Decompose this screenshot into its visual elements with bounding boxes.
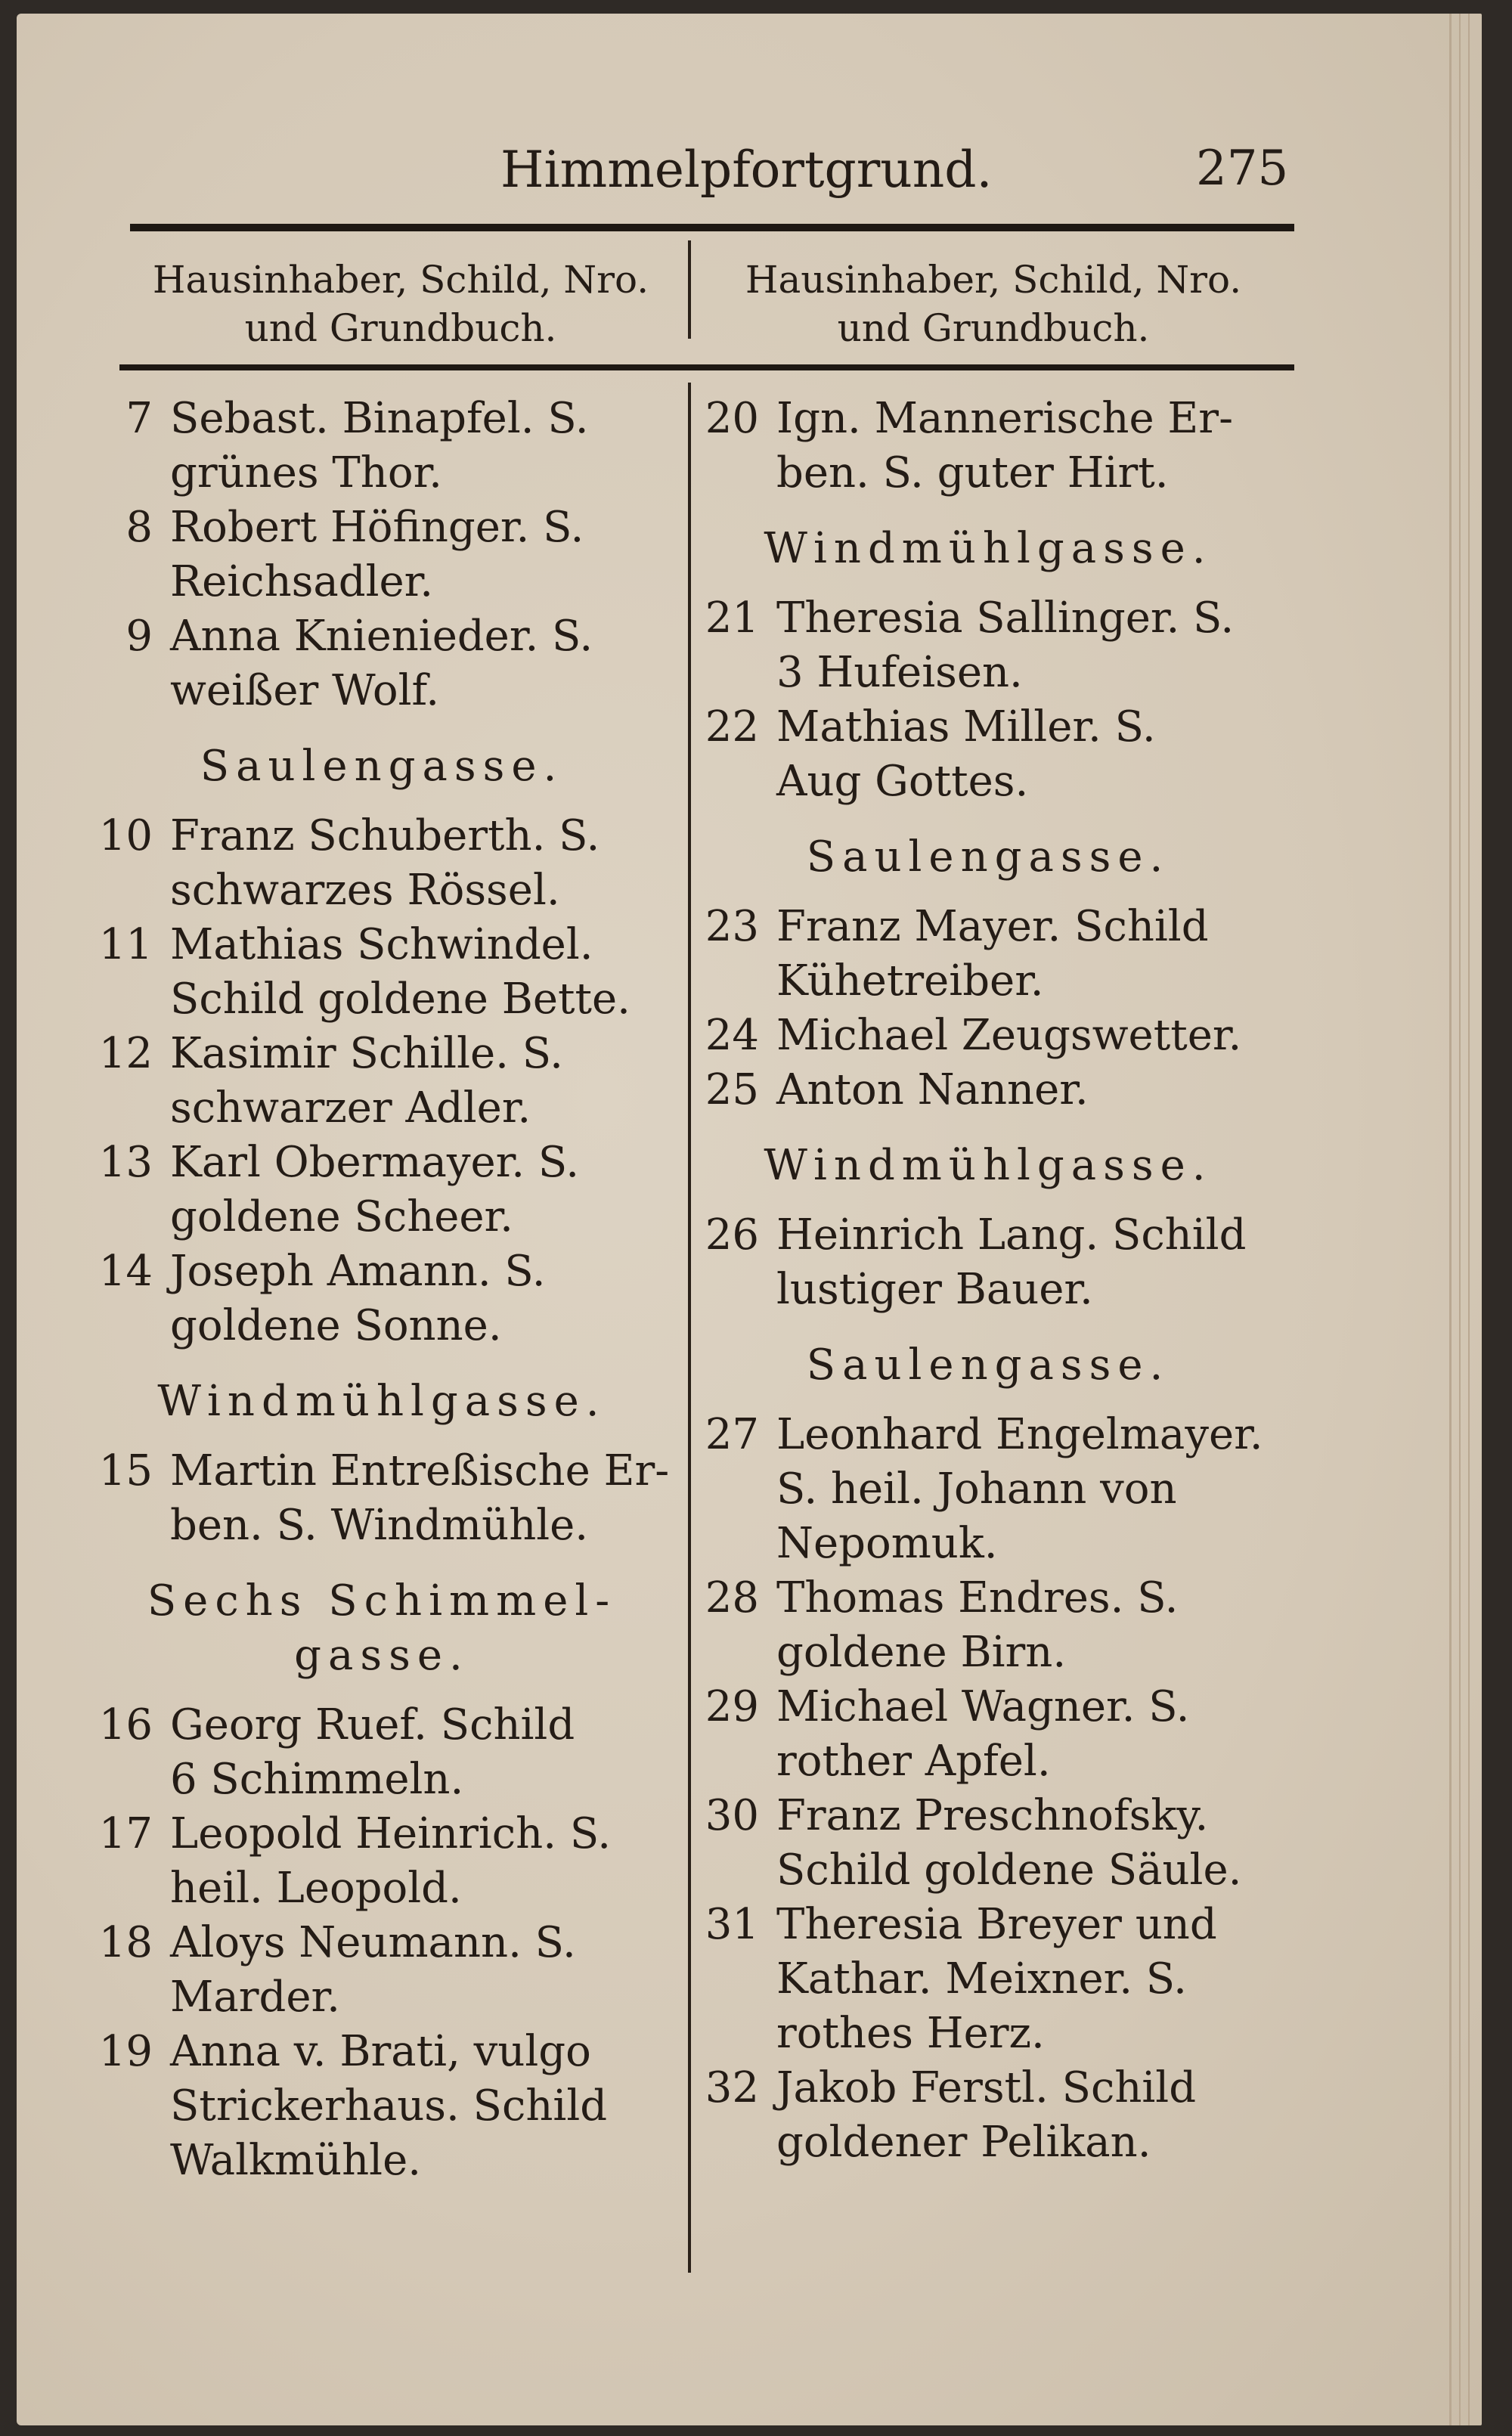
- house-number: 11: [98, 920, 153, 969]
- list-item: [689, 591, 1287, 700]
- house-number: 24: [705, 1011, 759, 1060]
- entry-text: Walkmühle.: [170, 2136, 422, 2185]
- entry-text: Aug Gottes.: [776, 757, 1029, 806]
- street-heading: Windmühlgasse.: [157, 1377, 606, 1426]
- book-page: [17, 14, 1482, 2425]
- entry-text: lustiger Bauer.: [776, 1265, 1093, 1314]
- running-title: Himmelpfortgrund.: [500, 141, 993, 199]
- list-item: [83, 1698, 680, 1807]
- list-item: [689, 1789, 1287, 1898]
- entry-text: S. heil. Johann von: [776, 1464, 1177, 1514]
- entry-text: schwarzes Rössel.: [170, 866, 560, 915]
- house-number: 18: [98, 1918, 153, 1967]
- house-number: 14: [98, 1247, 153, 1296]
- house-number: 20: [705, 394, 759, 443]
- entry-text: Marder.: [170, 1973, 340, 2022]
- street-heading: Saulengasse.: [806, 1340, 1170, 1390]
- entry-text: Schild goldene Bette.: [170, 975, 631, 1024]
- list-item: [83, 392, 680, 501]
- street-heading-line: gasse.: [294, 1631, 469, 1680]
- street-heading: Saulengasse.: [806, 832, 1170, 882]
- entry-text: ben. S. guter Hirt.: [776, 448, 1169, 497]
- entry-text: Kühetreiber.: [776, 956, 1044, 1006]
- column-heading-left: [113, 256, 688, 352]
- house-number: 21: [705, 594, 759, 643]
- entry-text: Ign. Mannerische Er-: [776, 394, 1233, 443]
- list-item: [83, 1136, 680, 1244]
- entry-text: Anton Nanner.: [776, 1065, 1089, 1114]
- column-heading-line: und Grundbuch.: [244, 306, 557, 350]
- entry-text: Robert Höfinger. S.: [170, 503, 584, 552]
- list-item: [83, 1027, 680, 1136]
- list-item: [83, 609, 680, 718]
- entry-text: Aloys Neumann. S.: [170, 1918, 576, 1967]
- list-item: [689, 1680, 1287, 1789]
- entry-text: Thomas Endres. S.: [776, 1573, 1179, 1622]
- entry-text: Anna Knienieder. S.: [170, 612, 593, 661]
- house-number: 23: [705, 902, 759, 951]
- house-number: 8: [125, 503, 153, 552]
- house-number: 31: [705, 1900, 759, 1949]
- house-number: 25: [705, 1065, 759, 1114]
- street-heading-line: Sechs Schimmel-: [147, 1576, 617, 1626]
- list-item: [83, 1807, 680, 1916]
- house-number: 22: [705, 702, 759, 752]
- list-item: [689, 700, 1287, 809]
- house-number: 13: [98, 1138, 153, 1187]
- entry-text: 3 Hufeisen.: [776, 648, 1023, 697]
- entry-text: Jakob Ferstl. Schild: [776, 2063, 1197, 2112]
- page-header: [17, 141, 1482, 209]
- entry-text: Theresia Sallinger. S.: [776, 594, 1235, 643]
- list-item: [689, 392, 1287, 501]
- entry-text: goldene Birn.: [776, 1628, 1067, 1677]
- entry-text: Mathias Miller. S.: [776, 702, 1156, 752]
- heading-rule: [119, 364, 1294, 370]
- list-item: [83, 501, 680, 609]
- right-column: [689, 392, 1287, 2170]
- entry-text: Michael Wagner. S.: [776, 1682, 1190, 1731]
- page-number: 275: [1196, 141, 1289, 197]
- list-item: [689, 2061, 1287, 2170]
- entry-text: Georg Ruef. Schild: [170, 1700, 575, 1750]
- entry-text: Joseph Amann. S.: [170, 1247, 546, 1296]
- street-heading: Windmühlgasse.: [764, 1141, 1213, 1190]
- house-number: 9: [125, 612, 153, 661]
- entry-text: Strickerhaus. Schild: [170, 2081, 608, 2131]
- entry-text: ben. S. Windmühle.: [170, 1501, 589, 1550]
- column-heading-right: [706, 256, 1281, 352]
- list-item: [689, 900, 1287, 1009]
- entry-text: Nepomuk.: [776, 1519, 998, 1568]
- entry-text: Karl Obermayer. S.: [170, 1138, 580, 1187]
- list-item: [689, 1571, 1287, 1680]
- house-number: 12: [98, 1029, 153, 1078]
- list-item: [83, 918, 680, 1027]
- list-item: [689, 1009, 1287, 1063]
- entry-text: Heinrich Lang. Schild: [776, 1210, 1247, 1260]
- column-heading-line: Hausinhaber, Schild, Nro.: [745, 258, 1242, 302]
- house-number: 19: [98, 2027, 153, 2076]
- column-heading-line: und Grundbuch.: [837, 306, 1150, 350]
- list-item: [83, 1244, 680, 1353]
- list-item: [83, 2025, 680, 2188]
- list-item: [689, 1063, 1287, 1117]
- column-heading-line: Hausinhaber, Schild, Nro.: [152, 258, 649, 302]
- house-number: 27: [705, 1410, 759, 1459]
- list-item: [689, 1898, 1287, 2061]
- entry-text: rother Apfel.: [776, 1737, 1051, 1786]
- list-item: [83, 1916, 680, 2025]
- entry-text: rothes Herz.: [776, 2009, 1045, 2058]
- house-number: 29: [705, 1682, 759, 1731]
- house-number: 17: [98, 1809, 153, 1858]
- entry-text: Franz Schuberth. S.: [170, 811, 600, 860]
- list-item: [689, 1408, 1287, 1571]
- header-rule: [130, 224, 1294, 231]
- street-heading: [83, 1574, 680, 1683]
- entry-text: Martin Entreßische Er-: [170, 1446, 670, 1495]
- left-column: [83, 392, 680, 2188]
- page-edge-line: [1459, 14, 1461, 2425]
- house-number: 16: [98, 1700, 153, 1750]
- entry-text: grünes Thor.: [170, 448, 442, 497]
- entry-text: goldene Sonne.: [170, 1301, 502, 1350]
- list-item: [689, 1208, 1287, 1317]
- column-divider: [688, 240, 691, 339]
- entry-text: Schild goldene Säule.: [776, 1846, 1242, 1895]
- entry-text: goldene Scheer.: [170, 1192, 513, 1241]
- entry-text: Franz Preschnofsky.: [776, 1791, 1209, 1840]
- street-heading: Windmühlgasse.: [764, 524, 1213, 573]
- entry-text: Sebast. Binapfel. S.: [170, 394, 589, 443]
- house-number: 26: [705, 1210, 759, 1260]
- entry-text: Reichsadler.: [170, 557, 434, 606]
- house-number: 10: [98, 811, 153, 860]
- street-heading: Saulengasse.: [200, 742, 564, 791]
- entry-text: Mathias Schwindel.: [170, 920, 593, 969]
- house-number: 32: [705, 2063, 759, 2112]
- entry-text: Kasimir Schille. S.: [170, 1029, 563, 1078]
- entry-text: schwarzer Adler.: [170, 1083, 531, 1133]
- page-edge-line: [1468, 14, 1470, 2425]
- entry-text: weißer Wolf.: [170, 666, 440, 715]
- entry-text: Leonhard Engelmayer.: [776, 1410, 1263, 1459]
- house-number: 28: [705, 1573, 759, 1622]
- page-edge-line: [1449, 14, 1452, 2425]
- list-item: [83, 809, 680, 918]
- list-item: [83, 1444, 680, 1553]
- house-number: 15: [98, 1446, 153, 1495]
- entry-text: Kathar. Meixner. S.: [776, 1954, 1187, 2004]
- entry-text: 6 Schimmeln.: [170, 1755, 464, 1804]
- house-number: 7: [125, 394, 153, 443]
- entry-text: heil. Leopold.: [170, 1864, 462, 1913]
- entry-text: Michael Zeugswetter.: [776, 1011, 1242, 1060]
- entry-text: Leopold Heinrich. S.: [170, 1809, 611, 1858]
- entry-text: Anna v. Brati, vulgo: [170, 2027, 591, 2076]
- entry-text: Franz Mayer. Schild: [776, 902, 1209, 951]
- entry-text: Theresia Breyer und: [776, 1900, 1217, 1949]
- entry-text: goldener Pelikan.: [776, 2118, 1151, 2167]
- house-number: 30: [705, 1791, 759, 1840]
